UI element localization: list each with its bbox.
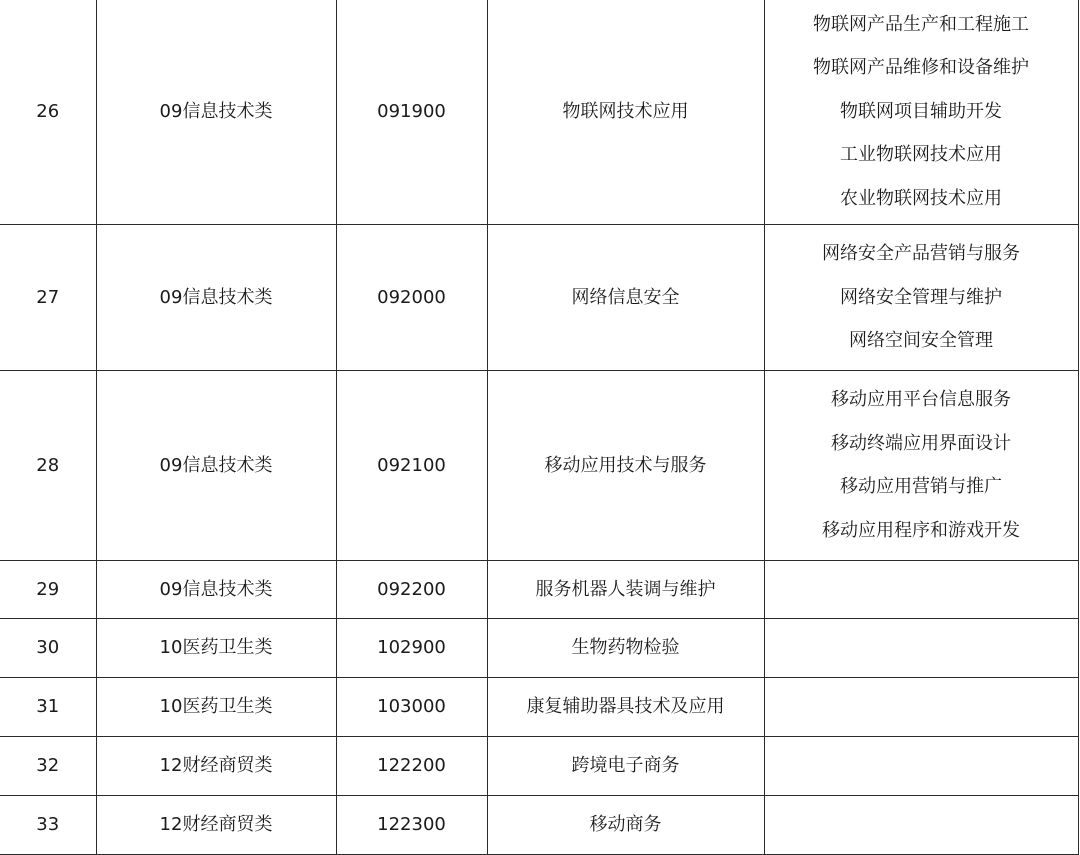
directions-cell [764,737,1078,796]
direction-item: 农业物联网技术应用 [840,187,1002,209]
table-row [0,619,1078,678]
code-cell: 092000 [336,225,487,371]
direction-item: 网络安全产品营销与服务 [822,243,1020,264]
category-cell: 12财经商贸类 [96,737,336,796]
category-cell: 09信息技术类 [96,0,336,225]
category-cell: 10医药卫生类 [96,619,336,678]
direction-item: 网络空间安全管理 [849,330,993,351]
seq-cell: 28 [0,371,96,561]
direction-item: 物联网产品生产和工程施工 [813,13,1029,35]
major-cell: 网络信息安全 [487,225,764,371]
seq-cell: 26 [0,0,96,225]
direction-item: 移动应用程序和游戏开发 [822,519,1020,541]
directions-cell [764,678,1078,737]
directions-cell [764,371,1078,561]
category-cell: 12财经商贸类 [96,796,336,855]
direction-item: 移动应用平台信息服务 [831,389,1011,411]
seq-cell: 29 [0,561,96,619]
table-row [0,225,1078,371]
direction-item: 物联网产品维修和设备维护 [813,57,1029,78]
major-cell: 服务机器人装调与维护 [487,561,764,619]
category-cell: 09信息技术类 [96,561,336,619]
seq-cell: 32 [0,737,96,796]
category-cell: 09信息技术类 [96,225,336,371]
major-cell: 物联网技术应用 [487,0,764,225]
direction-item: 移动终端应用界面设计 [831,432,1011,454]
code-cell: 122200 [336,737,487,796]
category-cell: 09信息技术类 [96,371,336,561]
direction-item: 物联网项目辅助开发 [840,100,1002,122]
table-row [0,737,1078,796]
table-row [0,796,1078,855]
directions-cell [764,0,1078,225]
category-cell: 10医药卫生类 [96,678,336,737]
code-cell: 092100 [336,371,487,561]
seq-cell: 30 [0,619,96,678]
table-row [0,561,1078,619]
code-cell: 092200 [336,561,487,619]
seq-cell: 27 [0,225,96,371]
code-cell: 103000 [336,678,487,737]
table-row [0,678,1078,737]
seq-cell: 31 [0,678,96,737]
directions-cell [764,561,1078,619]
directions-cell [764,225,1078,371]
major-cell: 康复辅助器具技术及应用 [487,678,764,737]
direction-item: 工业物联网技术应用 [840,144,1002,165]
code-cell: 122300 [336,796,487,855]
seq-cell: 33 [0,796,96,855]
directions-cell [764,619,1078,678]
major-cell: 跨境电子商务 [487,737,764,796]
code-cell: 102900 [336,619,487,678]
table-row [0,371,1078,561]
major-cell: 生物药物检验 [487,619,764,678]
code-cell: 091900 [336,0,487,225]
major-cell: 移动商务 [487,796,764,855]
major-cell: 移动应用技术与服务 [487,371,764,561]
directions-cell [764,796,1078,855]
direction-item: 网络安全管理与维护 [840,286,1002,308]
table-row [0,0,1078,225]
direction-item: 移动应用营销与推广 [840,476,1002,498]
